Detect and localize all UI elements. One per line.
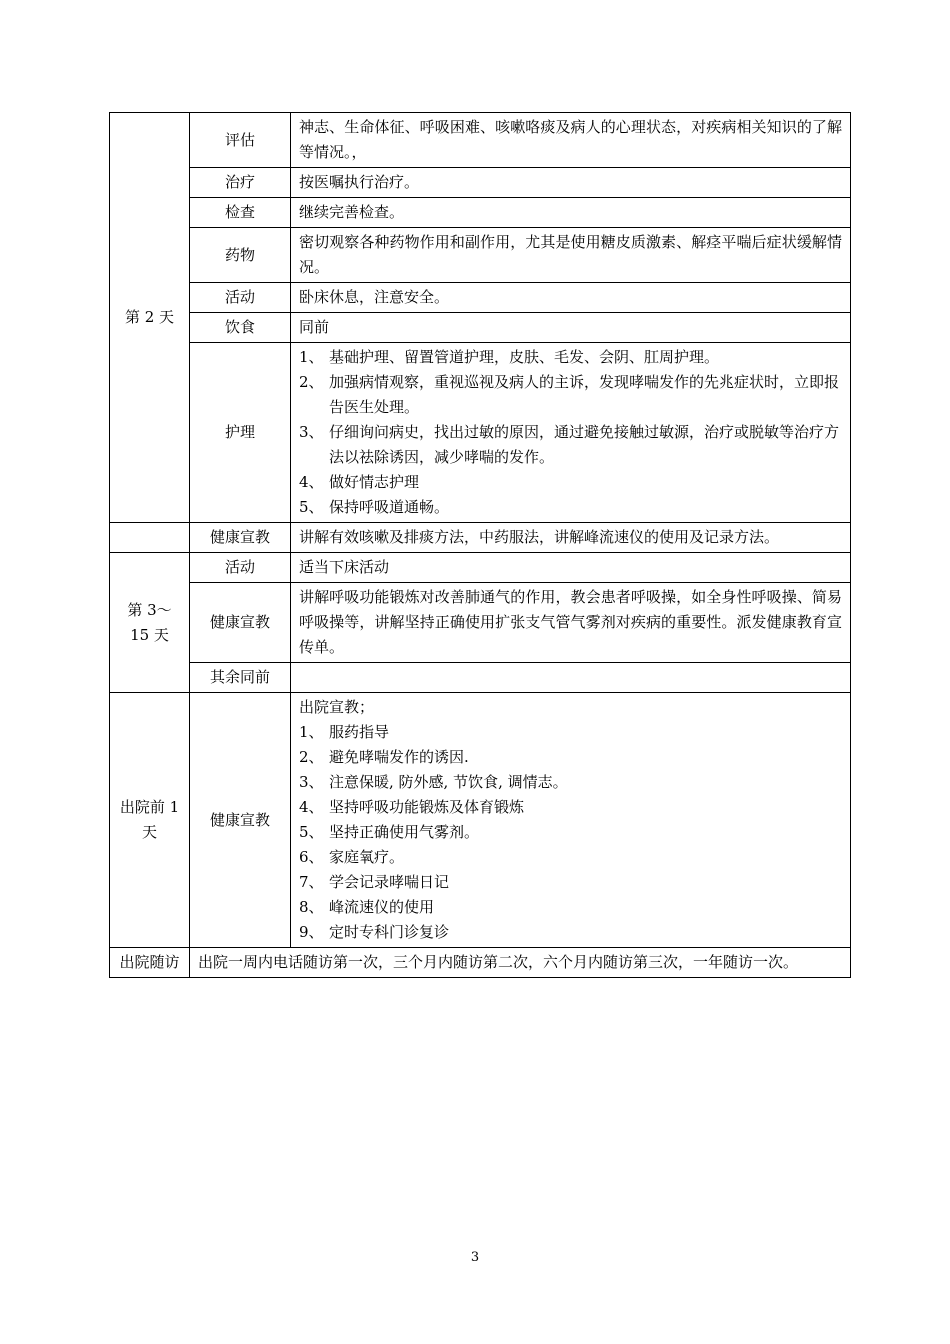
- category-cell: 饮食: [190, 313, 291, 343]
- item-number: 1、: [299, 723, 324, 741]
- item-number: 1、: [299, 348, 324, 366]
- day-label: 出院随访: [110, 948, 190, 978]
- table-row: [110, 693, 851, 948]
- item-number: 2、: [299, 748, 324, 766]
- table-row: [110, 553, 851, 583]
- list-item: [299, 720, 842, 745]
- content-cell: 继续完善检查。: [291, 198, 851, 228]
- content-cell: 适当下床活动: [291, 553, 851, 583]
- category-cell: 健康宣教: [190, 583, 291, 663]
- table-row: [110, 198, 851, 228]
- content-cell: [291, 663, 851, 693]
- table-row: [110, 948, 851, 978]
- discharge-heading: 出院宣教；: [299, 698, 375, 716]
- item-text: 加强病情观察，重视巡视及病人的主诉，发现哮喘发作的先兆症状时，立即报告医生处理。: [329, 373, 840, 416]
- list-item: [299, 770, 842, 795]
- content-cell: 同前: [291, 313, 851, 343]
- item-number: 7、: [299, 873, 324, 891]
- day-label: 出院前 1 天: [110, 693, 190, 948]
- content-cell: 卧床休息，注意安全。: [291, 283, 851, 313]
- list-item: [299, 895, 842, 920]
- category-cell: 检查: [190, 198, 291, 228]
- item-number: 8、: [299, 898, 324, 916]
- item-text: 做好情志护理: [329, 473, 420, 491]
- item-text: 坚持正确使用气雾剂。: [329, 823, 480, 841]
- table-row: [110, 228, 851, 283]
- category-cell: 治疗: [190, 168, 291, 198]
- category-cell: 活动: [190, 283, 291, 313]
- content-cell: 讲解呼吸功能锻炼对改善肺通气的作用，教会患者呼吸操，如全身性呼吸操、简易呼吸操等，讲解坚持正确使用扩张支气管气雾剂对疾病的重要性。派发健康教育宣传单。: [291, 583, 851, 663]
- day-label: 第 3～15 天: [110, 553, 190, 693]
- item-text: 峰流速仪的使用: [329, 898, 435, 916]
- table-row: [110, 523, 851, 553]
- item-text: 基础护理、留置管道护理，皮肤、毛发、会阴、肛周护理。: [329, 348, 720, 366]
- item-text: 服药指导: [329, 723, 390, 741]
- table-row: [110, 283, 851, 313]
- item-text: 家庭氧疗。: [329, 848, 405, 866]
- content-cell: 神志、生命体征、呼吸困难、咳嗽咯痰及病人的心理状态，对疾病相关知识的了解等情况。，: [291, 113, 851, 168]
- item-text: 定时专科门诊复诊: [329, 923, 450, 941]
- item-number: 4、: [299, 798, 324, 816]
- list-item: [299, 795, 842, 820]
- category-cell: 药物: [190, 228, 291, 283]
- item-number: 3、: [299, 423, 324, 441]
- list-item: [299, 470, 842, 495]
- content-cell: 密切观察各种药物作用和副作用，尤其是使用糖皮质激素、解痉平喘后症状缓解情况。: [291, 228, 851, 283]
- item-number: 9、: [299, 923, 324, 941]
- page-number: 3: [470, 1250, 480, 1265]
- list-item: [299, 870, 842, 895]
- care-plan-table: [109, 112, 851, 978]
- table-row: [110, 168, 851, 198]
- table-row: [110, 113, 851, 168]
- item-text: 避免哮喘发作的诱因.: [329, 748, 469, 766]
- category-cell: 健康宣教: [190, 693, 291, 948]
- item-text: 坚持呼吸功能锻炼及体育锻炼: [329, 798, 525, 816]
- item-number: 3、: [299, 773, 324, 791]
- item-number: 5、: [299, 498, 324, 516]
- item-number: 5、: [299, 823, 324, 841]
- day-label-empty: [110, 523, 190, 553]
- list-item: [299, 420, 842, 470]
- item-text: 仔细询问病史，找出过敏的原因，通过避免接触过敏源，治疗或脱敏等治疗方法以祛除诱因，减少哮喘的发作。: [329, 423, 840, 466]
- category-cell: 其余同前: [190, 663, 291, 693]
- category-cell: 护理: [190, 343, 291, 523]
- table-row: [110, 313, 851, 343]
- list-item: [299, 370, 842, 420]
- list-item: [299, 495, 842, 520]
- item-number: 2、: [299, 373, 324, 391]
- discharge-list: [291, 693, 851, 948]
- table-row: [110, 343, 851, 523]
- item-number: 6、: [299, 848, 324, 866]
- table-row: [110, 663, 851, 693]
- followup-content: 出院一周内电话随访第一次，三个月内随访第二次，六个月内随访第三次，一年随访一次。: [190, 948, 851, 978]
- category-cell: 评估: [190, 113, 291, 168]
- category-cell: 健康宣教: [190, 523, 291, 553]
- list-item: [299, 345, 842, 370]
- content-cell: 按医嘱执行治疗。: [291, 168, 851, 198]
- content-cell: 讲解有效咳嗽及排痰方法，中药服法，讲解峰流速仪的使用及记录方法。: [291, 523, 851, 553]
- list-item: [299, 745, 842, 770]
- table-row: [110, 583, 851, 663]
- category-cell: 活动: [190, 553, 291, 583]
- day-label: 第 2 天: [110, 113, 190, 523]
- item-number: 4、: [299, 473, 324, 491]
- item-text: 学会记录哮喘日记: [329, 873, 450, 891]
- item-text: 保持呼吸道通畅。: [329, 498, 450, 516]
- list-item: [299, 820, 842, 845]
- list-item: [299, 845, 842, 870]
- item-text: 注意保暖, 防外感, 节饮食, 调情志。: [329, 773, 568, 791]
- nursing-list: [291, 343, 851, 523]
- list-item: [299, 920, 842, 945]
